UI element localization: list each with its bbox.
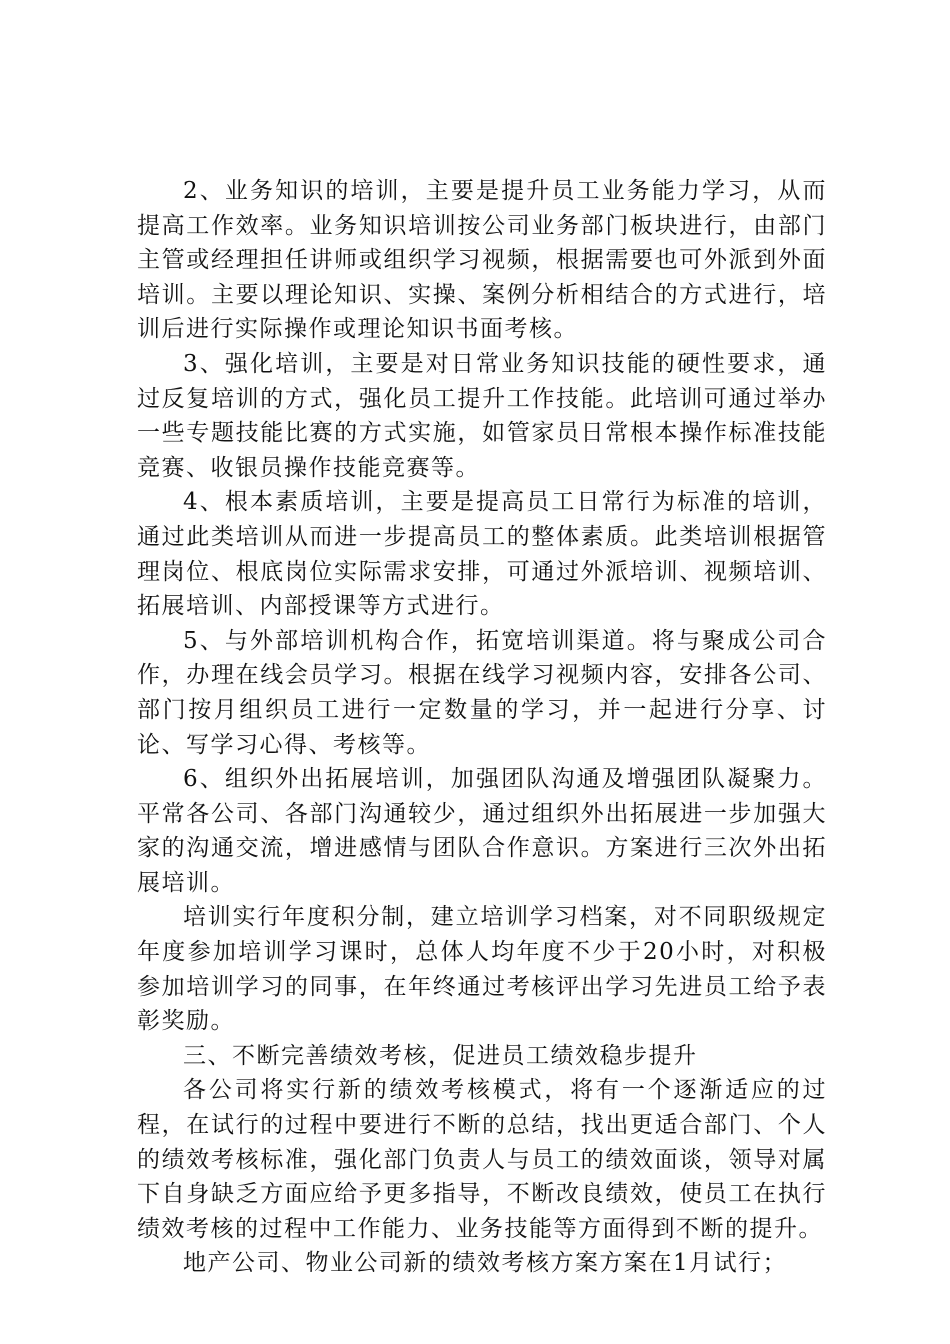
paragraph-basic-quality-training: 4、根本素质培训，主要是提高员工日常行为标准的培训，通过此类培训从而进一步提高员工的整体素质。此类培训根据管理岗位、根底岗位实际需求安排，可通过外派培训、视频培训、拓展培训、内部授课等方式进行。 [137,489,827,620]
paragraph-performance-model: 各公司将实行新的绩效考核模式，将有一个逐渐适应的过程，在试行的过程中要进行不断的总结，找出更适合部门、个人的绩效考核标准，强化部门负责人与员工的绩效面谈，领导对属下自身缺乏方面应给予更多指导，不断改良绩效，使员工在执行绩效考核的过程中工作能力、业务技能等方面得到不断的提升。 [137,1077,827,1242]
section-heading-performance: 三、不断完善绩效考核，促进员工绩效稳步提升 [183,1042,698,1069]
paragraph-performance-trial: 地产公司、物业公司新的绩效考核方案方案在1月试行； [183,1250,788,1277]
document-body [137,174,827,1281]
paragraph-business-knowledge-training: 2、业务知识的培训，主要是提升员工业务能力学习，从而提高工作效率。业务知识培训按公司业务部门板块进行，由部门主管或经理担任讲师或组织学习视频，根据需要也可外派到外面培训。主要以理论知识、实操、案例分析相结合的方式进行，培训后进行实际操作或理论知识书面考核。 [137,178,827,343]
paragraph-intensive-training: 3、强化培训，主要是对日常业务知识技能的硬性要求，通过反复培训的方式，强化员工提升工作技能。此培训可通过举办一些专题技能比赛的方式实施，如管家员日常根本操作标准技能竞赛、收银员操作技能竞赛等。 [137,350,827,481]
paragraph-external-cooperation: 5、与外部培训机构合作，拓宽培训渠道。将与聚成公司合作，办理在线会员学习。根据在线学习视频内容，安排各公司、部门按月组织员工进行一定数量的学习，并一起进行分享、讨论、写学习心得、考核等。 [137,627,827,758]
paragraph-outdoor-expansion-training: 6、组织外出拓展培训，加强团队沟通及增强团队凝聚力。平常各公司、各部门沟通较少，通过组织外出拓展进一步加强大家的沟通交流，增进感情与团队合作意识。方案进行三次外出拓展培训。 [137,766,827,896]
paragraph-training-credit-system: 培训实行年度积分制，建立培训学习档案，对不同职级规定年度参加培训学习课时，总体人均年度不少于20小时，对积极参加培训学习的同事，在年终通过考核评出学习先进员工给予表彰奖励。 [137,904,827,1035]
